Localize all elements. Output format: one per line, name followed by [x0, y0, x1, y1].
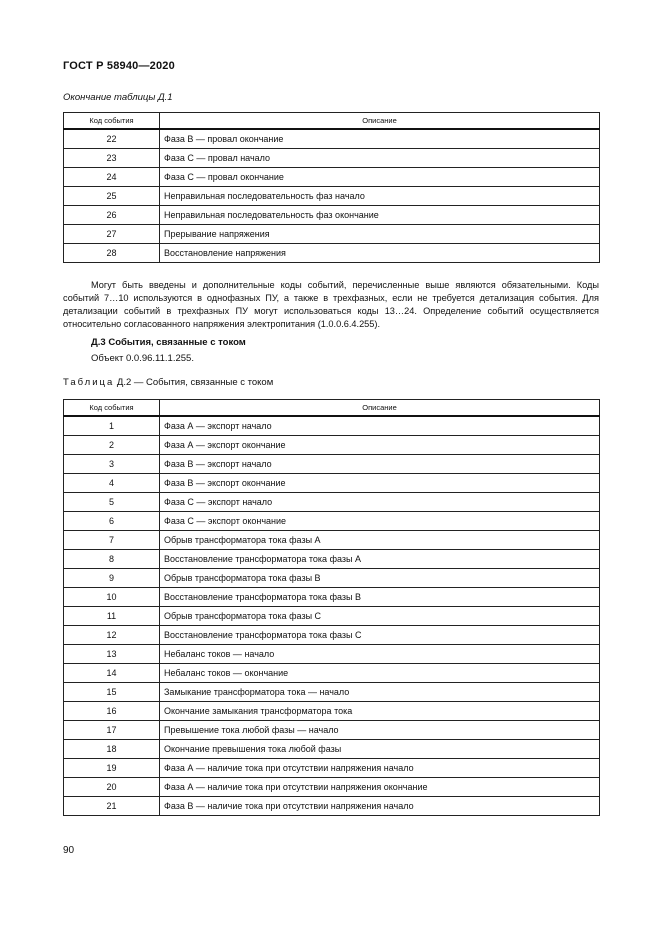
event-code-cell: 27	[64, 225, 160, 244]
table2-row	[64, 683, 600, 702]
object-id: Объект 0.0.96.11.1.255.	[91, 353, 194, 364]
table2-col-code: Код события	[64, 400, 160, 417]
table2-row	[64, 759, 600, 778]
table2	[63, 399, 600, 816]
table2-row	[64, 797, 600, 816]
event-code-cell: 12	[64, 626, 160, 645]
event-code-cell: 5	[64, 493, 160, 512]
table2-row	[64, 740, 600, 759]
event-description-cell: Фаза С — провал начало	[160, 149, 600, 168]
event-code-cell: 18	[64, 740, 160, 759]
table2-row	[64, 436, 600, 455]
table1-row	[64, 187, 600, 206]
table2-row	[64, 512, 600, 531]
event-code-cell: 7	[64, 531, 160, 550]
event-description-cell: Небаланс токов — начало	[160, 645, 600, 664]
table2-row	[64, 493, 600, 512]
event-description-cell: Восстановление трансформатора тока фазы С	[160, 626, 600, 645]
event-description-cell: Фаза В — экспорт окончание	[160, 474, 600, 493]
table2-row	[64, 474, 600, 493]
event-description-cell: Фаза А — наличие тока при отсутствии напряжения окончание	[160, 778, 600, 797]
table2-row	[64, 626, 600, 645]
event-description-cell: Окончание превышения тока любой фазы	[160, 740, 600, 759]
event-description-cell: Небаланс токов — окончание	[160, 664, 600, 683]
event-code-cell: 23	[64, 149, 160, 168]
table1-row	[64, 129, 600, 149]
table1-col-code: Код события	[64, 113, 160, 130]
event-description-cell: Фаза В — экспорт начало	[160, 455, 600, 474]
event-code-cell: 2	[64, 436, 160, 455]
event-code-cell: 28	[64, 244, 160, 263]
table2-row	[64, 721, 600, 740]
table2-row	[64, 702, 600, 721]
table2-row	[64, 569, 600, 588]
event-code-cell: 10	[64, 588, 160, 607]
event-description-cell: Фаза С — провал окончание	[160, 168, 600, 187]
event-code-cell: 11	[64, 607, 160, 626]
table1-body	[64, 129, 600, 263]
page-number: 90	[63, 845, 75, 856]
table1-row	[64, 225, 600, 244]
event-code-cell: 1	[64, 416, 160, 436]
event-code-cell: 4	[64, 474, 160, 493]
table2-caption	[63, 377, 273, 388]
event-code-cell: 25	[64, 187, 160, 206]
table2-row	[64, 664, 600, 683]
table2-col-desc: Описание	[160, 400, 600, 417]
event-description-cell: Фаза А — экспорт окончание	[160, 436, 600, 455]
table2-row	[64, 588, 600, 607]
table1-row	[64, 244, 600, 263]
table1-caption: Окончание таблицы Д.1	[63, 92, 173, 103]
table2-row	[64, 778, 600, 797]
paragraph-text: Могут быть введены и дополнительные коды событий, перечисленные выше являются обязательными. Коды событий 7…10 используются в однофазных ПУ, а также в трехфазных, если не требуется детализация события. Для детализации событий в трехфазных ПУ могут использоваться коды 13…24. Определение событий осуществляется относительно согласованного напряжения электропитания (1.0.0.6.4.255).	[63, 280, 599, 329]
body-paragraph	[63, 279, 599, 331]
event-description-cell: Превышение тока любой фазы — начало	[160, 721, 600, 740]
table1	[63, 112, 600, 263]
event-description-cell: Восстановление напряжения	[160, 244, 600, 263]
event-description-cell: Фаза С — экспорт начало	[160, 493, 600, 512]
section-title: Д.3 События, связанные с током	[91, 337, 246, 348]
event-code-cell: 13	[64, 645, 160, 664]
table1-header-row	[64, 113, 600, 130]
event-description-cell: Обрыв трансформатора тока фазы А	[160, 531, 600, 550]
table2-row	[64, 550, 600, 569]
event-description-cell: Замыкание трансформатора тока — начало	[160, 683, 600, 702]
table1-row	[64, 149, 600, 168]
event-description-cell: Обрыв трансформатора тока фазы С	[160, 607, 600, 626]
event-description-cell: Неправильная последовательность фаз начало	[160, 187, 600, 206]
event-description-cell: Фаза А — экспорт начало	[160, 416, 600, 436]
event-description-cell: Неправильная последовательность фаз окончание	[160, 206, 600, 225]
table2-row	[64, 416, 600, 436]
table2-row	[64, 607, 600, 626]
event-code-cell: 9	[64, 569, 160, 588]
event-description-cell: Прерывание напряжения	[160, 225, 600, 244]
event-description-cell: Фаза В — провал окончание	[160, 129, 600, 149]
event-code-cell: 26	[64, 206, 160, 225]
document-code-header: ГОСТ Р 58940—2020	[63, 60, 175, 72]
event-code-cell: 24	[64, 168, 160, 187]
event-code-cell: 3	[64, 455, 160, 474]
table1-row	[64, 168, 600, 187]
event-description-cell: Фаза А — наличие тока при отсутствии напряжения начало	[160, 759, 600, 778]
table1-col-desc: Описание	[160, 113, 600, 130]
table2-caption-label: Таблица	[63, 377, 115, 388]
table2-header-row	[64, 400, 600, 417]
event-description-cell: Фаза С — экспорт окончание	[160, 512, 600, 531]
event-code-cell: 22	[64, 129, 160, 149]
event-code-cell: 20	[64, 778, 160, 797]
event-description-cell: Окончание замыкания трансформатора тока	[160, 702, 600, 721]
table2-caption-title: Д.2 — События, связанные с током	[114, 377, 274, 388]
event-description-cell: Фаза В — наличие тока при отсутствии напряжения начало	[160, 797, 600, 816]
event-description-cell: Обрыв трансформатора тока фазы В	[160, 569, 600, 588]
event-description-cell: Восстановление трансформатора тока фазы А	[160, 550, 600, 569]
table2-row	[64, 455, 600, 474]
table2-body	[64, 416, 600, 816]
event-code-cell: 6	[64, 512, 160, 531]
event-code-cell: 21	[64, 797, 160, 816]
table2-row	[64, 531, 600, 550]
event-code-cell: 17	[64, 721, 160, 740]
table2-row	[64, 645, 600, 664]
event-description-cell: Восстановление трансформатора тока фазы В	[160, 588, 600, 607]
event-code-cell: 16	[64, 702, 160, 721]
table1-row	[64, 206, 600, 225]
event-code-cell: 19	[64, 759, 160, 778]
event-code-cell: 15	[64, 683, 160, 702]
event-code-cell: 14	[64, 664, 160, 683]
event-code-cell: 8	[64, 550, 160, 569]
